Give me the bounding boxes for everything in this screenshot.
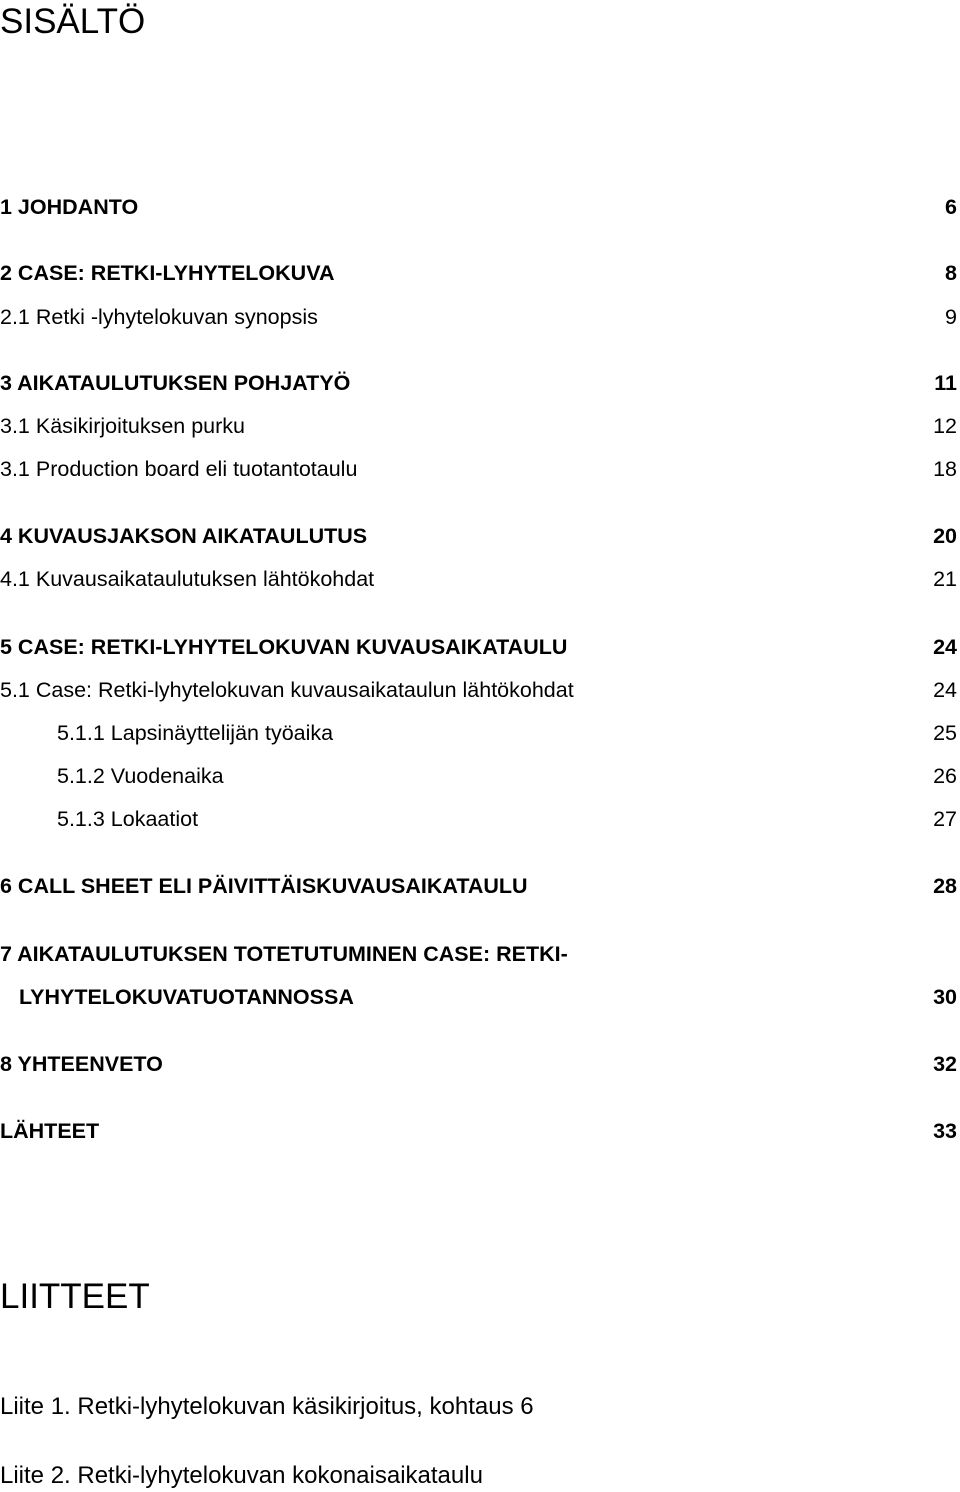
toc-entry-page: 27 bbox=[933, 807, 957, 831]
toc-entry-8[interactable] bbox=[0, 1050, 957, 1078]
toc-entry-page: 24 bbox=[933, 635, 957, 659]
toc-entry-label: 7 AIKATAULUTUKSEN TOTETUTUMINEN CASE: RETKI- bbox=[0, 942, 568, 966]
toc-entry-page: 25 bbox=[933, 721, 957, 745]
toc-entry-label: 5.1 Case: Retki-lyhytelokuvan kuvausaikataulun lähtökohdat bbox=[0, 678, 574, 702]
toc-entry-label: 5.1.2 Vuodenaika bbox=[57, 764, 224, 788]
toc-entry-page: 6 bbox=[945, 195, 957, 219]
toc-entry-2-1[interactable] bbox=[0, 303, 957, 331]
toc-entry-3[interactable] bbox=[0, 369, 957, 397]
appendix-title: LIITTEET bbox=[0, 1277, 150, 1316]
toc-entry-4-1[interactable] bbox=[0, 565, 957, 593]
toc-entry-label: LYHYTELOKUVATUOTANNOSSA bbox=[19, 985, 354, 1009]
toc-entry-7[interactable] bbox=[0, 940, 957, 968]
toc-entry-5-1[interactable] bbox=[0, 676, 957, 704]
toc-entry-label: 6 CALL SHEET ELI PÄIVITTÄISKUVAUSAIKATAULU bbox=[0, 874, 528, 898]
toc-entry-3-1a[interactable] bbox=[0, 412, 957, 440]
toc-entry-4[interactable] bbox=[0, 522, 957, 550]
toc-entry-5-1-1[interactable] bbox=[0, 719, 957, 747]
appendix-item-1[interactable]: Liite 1. Retki-lyhytelokuvan käsikirjoitus, kohtaus 6 bbox=[0, 1393, 534, 1420]
toc-entry-2[interactable] bbox=[0, 259, 957, 287]
toc-entry-page: 28 bbox=[933, 874, 957, 898]
page-title: SISÄLTÖ bbox=[0, 2, 146, 41]
toc-entry-label: 4 KUVAUSJAKSON AIKATAULUTUS bbox=[0, 524, 368, 548]
toc-entry-label: 3.1 Käsikirjoituksen purku bbox=[0, 414, 245, 438]
toc-entry-page: 30 bbox=[933, 985, 957, 1009]
toc-entry-6[interactable] bbox=[0, 872, 957, 900]
toc-entry-page: 32 bbox=[933, 1052, 957, 1076]
toc-entry-page: 9 bbox=[945, 305, 957, 329]
toc-entry-label: LÄHTEET bbox=[0, 1119, 100, 1143]
toc-entry-page: 24 bbox=[933, 678, 957, 702]
toc-entry-5-1-3[interactable] bbox=[0, 805, 957, 833]
toc-entry-sources[interactable] bbox=[0, 1117, 957, 1145]
toc-entry-label: 8 YHTEENVETO bbox=[0, 1052, 163, 1076]
toc-entry-page: 12 bbox=[933, 414, 957, 438]
toc-entry-label: 2 CASE: RETKI-LYHYTELOKUVA bbox=[0, 261, 335, 285]
toc-entry-label: 5.1.3 Lokaatiot bbox=[57, 807, 199, 831]
toc-entry-page: 33 bbox=[933, 1119, 957, 1143]
toc-entry-label: 4.1 Kuvausaikataulutuksen lähtökohdat bbox=[0, 567, 375, 591]
toc-entry-page: 11 bbox=[934, 371, 957, 395]
toc-entry-page: 20 bbox=[933, 524, 957, 548]
toc-entry-page: 8 bbox=[945, 261, 957, 285]
toc-entry-5[interactable] bbox=[0, 633, 957, 661]
toc-entry-label: 5 CASE: RETKI-LYHYTELOKUVAN KUVAUSAIKATAULU bbox=[0, 635, 568, 659]
toc-entry-label: 5.1.1 Lapsinäyttelijän työaika bbox=[57, 721, 334, 745]
toc-entry-1[interactable] bbox=[0, 193, 957, 221]
toc-entry-page: 18 bbox=[933, 457, 957, 481]
toc-entry-label: 3 AIKATAULUTUKSEN POHJATYÖ bbox=[0, 371, 351, 395]
appendix-item-2[interactable]: Liite 2. Retki-lyhytelokuvan kokonaisaikataulu bbox=[0, 1462, 483, 1489]
toc-entry-5-1-2[interactable] bbox=[0, 762, 957, 790]
toc-entry-label: 3.1 Production board eli tuotantotaulu bbox=[0, 457, 358, 481]
toc-entry-label: 1 JOHDANTO bbox=[0, 195, 139, 219]
toc-entry-label: 2.1 Retki -lyhytelokuvan synopsis bbox=[0, 305, 318, 329]
toc-entry-3-1b[interactable] bbox=[0, 455, 957, 483]
toc-entry-7-continued[interactable] bbox=[0, 983, 957, 1011]
toc-entry-page: 26 bbox=[933, 764, 957, 788]
toc-entry-page: 21 bbox=[933, 567, 957, 591]
